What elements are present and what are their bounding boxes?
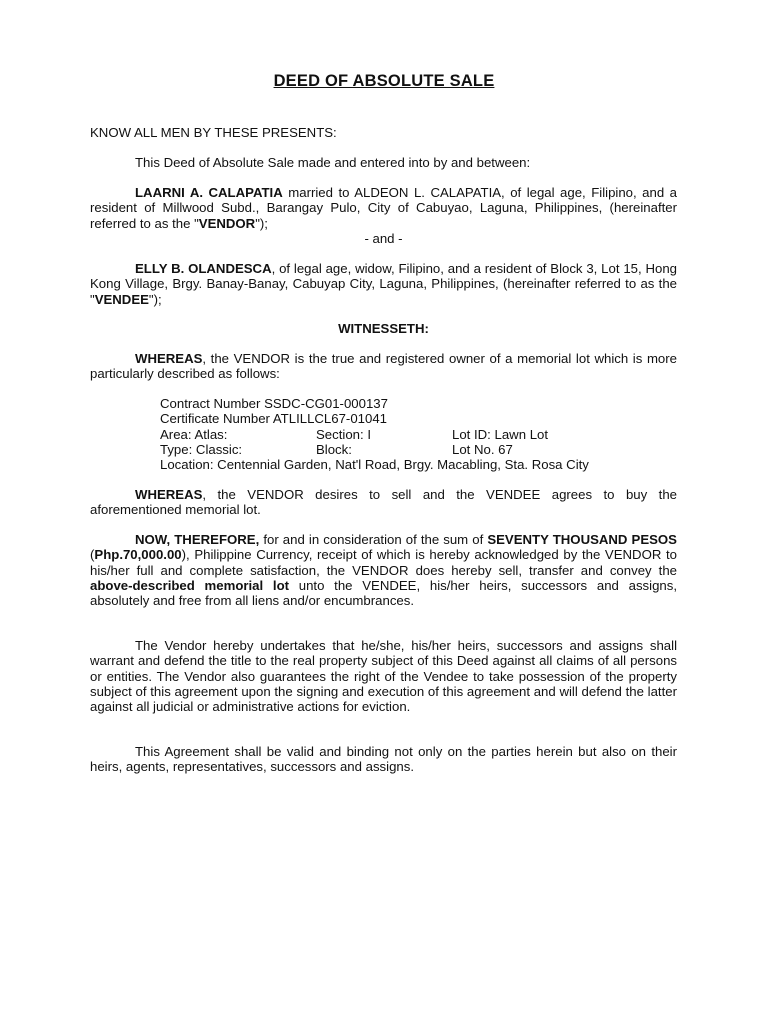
whereas-owner-paragraph — [90, 351, 677, 382]
contract-number: Contract Number SSDC-CG01-000137 — [160, 396, 388, 411]
location-row — [160, 457, 680, 472]
vendor-paragraph — [90, 185, 677, 231]
whereas-owner-text: , the VENDOR is the true and registered owner of a memorial lot which is more particularly described as follows: — [90, 351, 677, 382]
warranty-paragraph: The Vendor hereby undertakes that he/she, his/her heirs, successors and assigns shall warrant and defend the title to the real property subject of this Deed against all claims of all persons or entities. The Vendor also guarantees the right of the Vendee to take possession of the property subject of this agreement upon the signing and execution of this agreement and will defend the latter against all judicial or administrative actions for eviction. — [90, 638, 677, 715]
vendee-name: ELLY B. OLANDESCA — [135, 261, 272, 276]
whereas-label: WHEREAS — [135, 351, 203, 366]
section-value: Section: I — [316, 427, 371, 442]
witnesseth-text: WITNESSETH: — [338, 321, 429, 336]
whereas-label: WHEREAS — [135, 487, 203, 502]
area-value: Area: Atlas: — [160, 427, 228, 442]
consideration-text-3: ), Philippine Currency, receipt of which is hereby acknowledged by the VENDOR to his/her full and complete satisfaction, the VENDOR does hereby sell, transfer and convey the — [90, 547, 677, 578]
vendor-end: "); — [255, 215, 268, 231]
vendee-paragraph — [90, 261, 677, 307]
contract-number-row — [160, 396, 680, 411]
vendee-details: , of legal age, widow, Filipino, and a resident of Block 3, Lot 15, Hong Kong Village, Brgy. Banay-Banay, Cabuyap City, Laguna, Philippines, (hereinafter referred to as the " — [90, 261, 677, 307]
vendor-name: LAARNI A. CALAPATIA — [135, 185, 283, 200]
and-separator: - and - — [364, 231, 403, 246]
vendee-end: "); — [148, 291, 162, 307]
type-value: Type: Classic: — [160, 442, 243, 457]
conveyed-object: above-described memorial lot — [90, 577, 290, 593]
consideration-text-2: ( — [90, 547, 95, 563]
consideration-paragraph — [90, 532, 677, 608]
whereas-sell-text: , the VENDOR desires to sell and the VENDEE agrees to buy the aforementioned memorial lot. — [90, 487, 677, 518]
amount-in-words: SEVENTY THOUSAND PESOS — [487, 532, 677, 547]
block-value: Block: — [316, 442, 352, 457]
now-therefore-label: NOW, THEREFORE, — [135, 532, 260, 547]
location-value: Location: Centennial Garden, Nat'l Road, Brgy. Macabling, Sta. Rosa City — [160, 457, 589, 472]
binding-paragraph: This Agreement shall be valid and binding not only on the parties herein but also on their heirs, agents, representatives, successors and assigns. — [90, 744, 677, 775]
intro-paragraph: This Deed of Absolute Sale made and entered into by and between: — [135, 155, 531, 170]
whereas-sell-paragraph — [90, 487, 677, 518]
certificate-number: Certificate Number ATLILLCL67-01041 — [160, 411, 387, 426]
know-all-men-line: KNOW ALL MEN BY THESE PRESENTS: — [90, 125, 337, 140]
certificate-number-row — [160, 411, 680, 426]
lot-id-value: Lot ID: Lawn Lot — [452, 427, 549, 442]
vendee-role: VENDEE — [94, 291, 149, 307]
vendor-role: VENDOR — [198, 215, 256, 231]
type-row — [160, 442, 680, 457]
consideration-text-4: unto the VENDEE, his/her heirs, successors and assigns, absolutely and free from all liens and/or encumbrances. — [90, 577, 677, 609]
vendor-details: married to ALDEON L. CALAPATIA, of legal age, Filipino, and a resident of Millwood Subd., Barangay Pulo, City of Cabuyao, Laguna, Philippines, (hereinafter referred to as the " — [90, 185, 677, 231]
amount-in-figures: Php.70,000.00 — [94, 547, 182, 563]
witnesseth-heading — [90, 321, 677, 336]
area-row — [160, 427, 680, 442]
consideration-text-1: for and in consideration of the sum of — [259, 532, 488, 547]
lot-number-value: Lot No. 67 — [452, 442, 513, 457]
document-title: DEED OF ABSOLUTE SALE — [273, 72, 495, 90]
